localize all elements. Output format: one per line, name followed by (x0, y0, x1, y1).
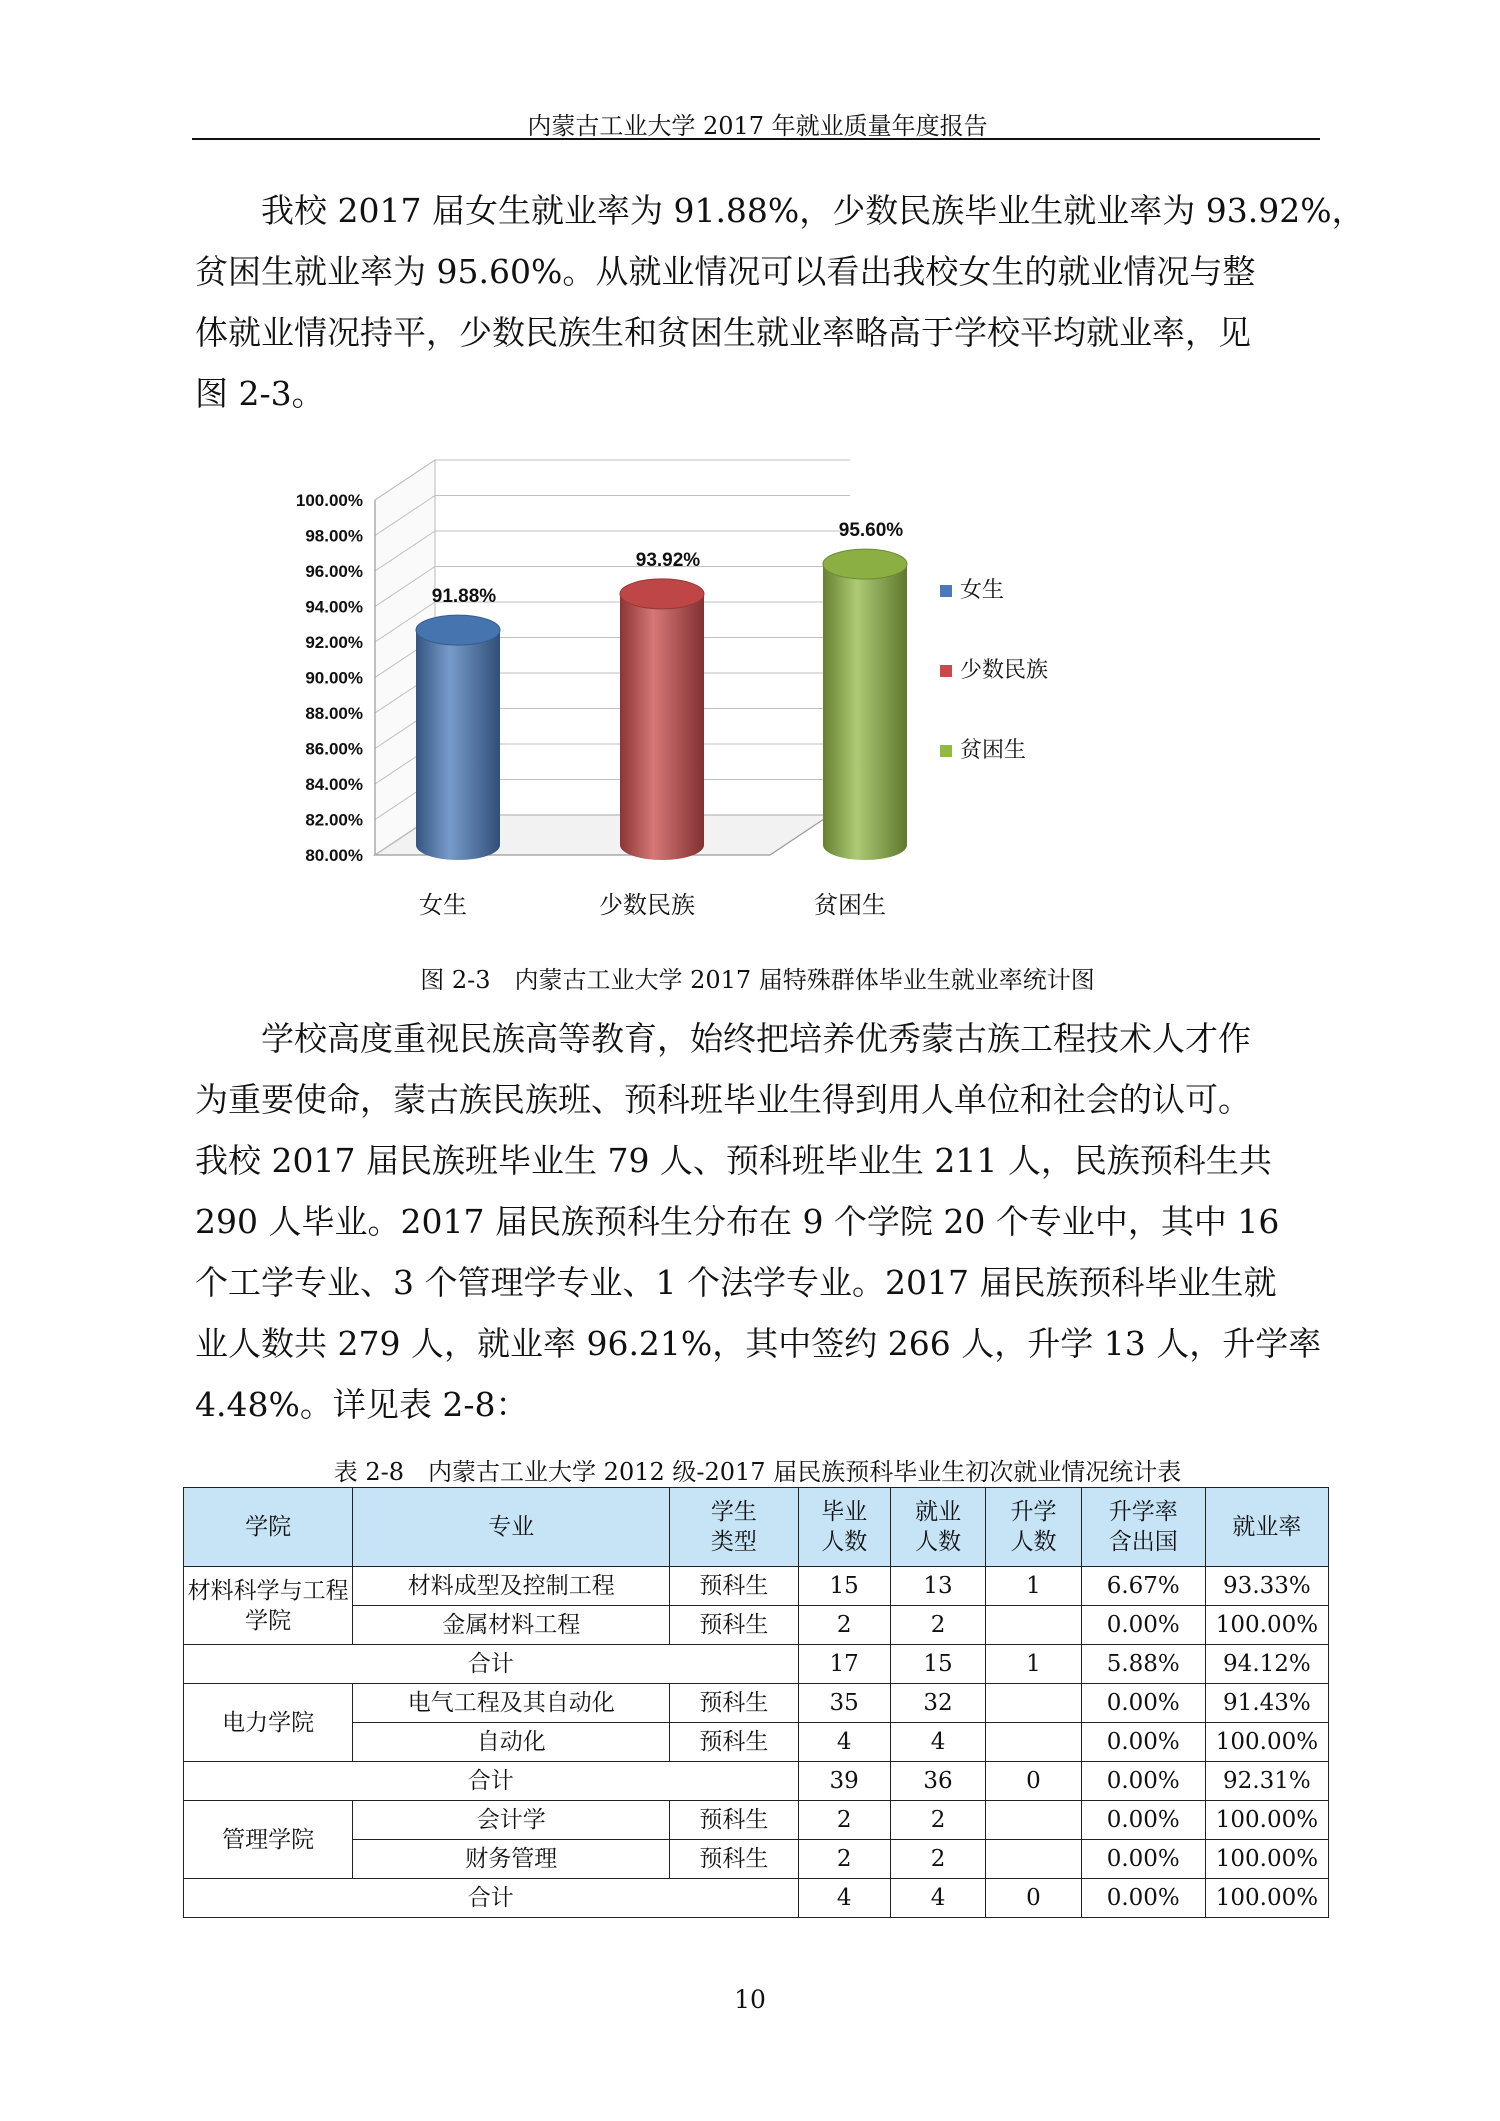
figure-caption: 图 2-3 内蒙古工业大学 2017 届特殊群体毕业生就业率统计图 (420, 966, 1095, 994)
employed-cell: 2 (890, 1801, 985, 1840)
college-cell: 材料科学与工程学院 (184, 1567, 353, 1645)
table-row (184, 1684, 1329, 1723)
table-row (184, 1606, 1329, 1645)
bar-top (416, 615, 500, 645)
further-rate-cell: 0.00% (1081, 1762, 1205, 1801)
legend-label: 少数民族 (960, 658, 1049, 683)
text-line: 我校 2017 届民族班毕业生 79 人、预科班毕业生 211 人，民族预科生共 (195, 1141, 1272, 1180)
graduates-cell: 4 (798, 1723, 890, 1762)
total-label-cell: 合计 (184, 1879, 799, 1918)
type-cell: 预科生 (670, 1840, 798, 1879)
major-cell: 财务管理 (353, 1840, 670, 1879)
employment-rate-cell: 91.43% (1205, 1684, 1328, 1723)
x-category-label: 少数民族 (599, 891, 695, 919)
running-header: 内蒙古工业大学 2017 年就业质量年度报告 (527, 112, 988, 140)
employment-rate-cell: 100.00% (1205, 1879, 1328, 1918)
major-cell: 电气工程及其自动化 (353, 1684, 670, 1723)
graduates-cell: 15 (798, 1567, 890, 1606)
type-cell: 预科生 (670, 1606, 798, 1645)
type-cell: 预科生 (670, 1723, 798, 1762)
employed-cell: 36 (890, 1762, 985, 1801)
type-cell: 预科生 (670, 1801, 798, 1840)
further-cell: 1 (986, 1645, 1081, 1684)
further-cell (986, 1684, 1081, 1723)
bar (823, 564, 907, 860)
graduates-cell: 35 (798, 1684, 890, 1723)
legend-swatch (940, 745, 952, 757)
header-major: 专业 (353, 1488, 670, 1567)
table-total-row (184, 1645, 1329, 1684)
employed-cell: 13 (890, 1567, 985, 1606)
graduates-cell: 17 (798, 1645, 890, 1684)
further-cell: 1 (986, 1567, 1081, 1606)
graduates-cell: 39 (798, 1762, 890, 1801)
further-cell: 0 (986, 1879, 1081, 1918)
text-line: 学校高度重视民族高等教育，始终把培养优秀蒙古族工程技术人才作 (261, 1019, 1251, 1058)
header-college: 学院 (184, 1488, 353, 1567)
y-tick-label: 94.00% (305, 597, 363, 617)
text-line: 4.48%。详见表 2-8： (195, 1385, 529, 1424)
employment-rate-cell: 94.12% (1205, 1645, 1328, 1684)
major-cell: 会计学 (353, 1801, 670, 1840)
legend-swatch (940, 585, 952, 597)
header-employment-rate: 就业率 (1205, 1488, 1328, 1567)
further-rate-cell: 0.00% (1081, 1606, 1205, 1645)
table-row (184, 1567, 1329, 1606)
further-rate-cell: 0.00% (1081, 1801, 1205, 1840)
graduates-cell: 2 (798, 1801, 890, 1840)
further-rate-cell: 6.67% (1081, 1567, 1205, 1606)
y-tick-label: 98.00% (305, 526, 363, 546)
bar-top (823, 549, 907, 579)
table-row (184, 1840, 1329, 1879)
college-cell: 电力学院 (184, 1684, 353, 1762)
text-line: 290 人毕业。2017 届民族预科生分布在 9 个学院 20 个专业中，其中 16 (195, 1202, 1280, 1241)
page-number: 10 (734, 1985, 766, 2014)
further-cell (986, 1606, 1081, 1645)
further-cell (986, 1801, 1081, 1840)
table-row (184, 1723, 1329, 1762)
data-label: 93.92% (635, 549, 701, 571)
college-cell: 管理学院 (184, 1801, 353, 1879)
paragraph-ethnic-preparatory (195, 1008, 1320, 1435)
text-line: 业人数共 279 人，就业率 96.21%，其中签约 266 人，升学 13 人，升学率 (195, 1324, 1322, 1363)
employed-cell: 2 (890, 1606, 985, 1645)
text-line: 为重要使命，蒙古族民族班、预科班毕业生得到用人单位和社会的认可。 (195, 1080, 1251, 1119)
employment-rate-cell: 100.00% (1205, 1801, 1328, 1840)
table-total-row (184, 1879, 1329, 1918)
data-label: 95.60% (838, 520, 904, 542)
x-category-label: 女生 (419, 891, 467, 919)
header-graduates: 毕业 人数 (798, 1488, 890, 1567)
major-cell: 金属材料工程 (353, 1606, 670, 1645)
graduates-cell: 4 (798, 1879, 890, 1918)
bar (416, 630, 500, 860)
text-line: 个工学专业、3 个管理学专业、1 个法学专业。2017 届民族预科毕业生就 (195, 1263, 1277, 1302)
employment-rate-cell: 93.33% (1205, 1567, 1328, 1606)
y-tick-label: 82.00% (305, 810, 363, 830)
header-rule (192, 138, 1320, 140)
further-cell (986, 1723, 1081, 1762)
legend-label: 女生 (960, 578, 1005, 603)
employed-cell: 2 (890, 1840, 985, 1879)
table-caption: 表 2-8 内蒙古工业大学 2012 级-2017 届民族预科毕业生初次就业情况统计表 (333, 1458, 1182, 1486)
graduates-cell: 2 (798, 1606, 890, 1645)
employment-statistics-table (183, 1487, 1329, 1918)
table-total-row (184, 1762, 1329, 1801)
y-tick-label: 88.00% (305, 704, 363, 723)
further-rate-cell: 5.88% (1081, 1645, 1205, 1684)
employment-rate-cell: 100.00% (1205, 1723, 1328, 1762)
further-rate-cell: 0.00% (1081, 1840, 1205, 1879)
text-line: 图 2-3。 (195, 374, 325, 413)
header-student-type: 学生 类型 (670, 1488, 798, 1567)
employment-rate-cell: 100.00% (1205, 1840, 1328, 1879)
further-rate-cell: 0.00% (1081, 1684, 1205, 1723)
total-label-cell: 合计 (184, 1762, 799, 1801)
data-label: 91.88% (431, 586, 497, 608)
text-line: 贫困生就业率为 95.60%。从就业情况可以看出我校女生的就业情况与整 (195, 252, 1256, 291)
y-tick-label: 84.00% (305, 775, 363, 794)
paragraph-special-groups (195, 180, 1365, 424)
y-tick-label: 86.00% (305, 739, 363, 759)
header-employed: 就业 人数 (890, 1488, 985, 1567)
employed-cell: 4 (890, 1723, 985, 1762)
header-further-study-rate: 升学率 含出国 (1081, 1488, 1205, 1567)
bar-top (620, 579, 704, 609)
graduates-cell: 2 (798, 1840, 890, 1879)
text-line: 我校 2017 届女生就业率为 91.88%，少数民族毕业生就业率为 93.92%， (261, 191, 1365, 230)
further-cell (986, 1840, 1081, 1879)
y-tick-label: 92.00% (305, 633, 363, 652)
y-tick-label: 80.00% (305, 846, 363, 865)
further-rate-cell: 0.00% (1081, 1879, 1205, 1918)
employed-cell: 4 (890, 1879, 985, 1918)
type-cell: 预科生 (670, 1684, 798, 1723)
y-tick-label: 100.00% (295, 491, 363, 510)
employment-rate-cell: 92.31% (1205, 1762, 1328, 1801)
bar (620, 594, 704, 860)
table-row (184, 1801, 1329, 1840)
employment-rate-chart (270, 440, 1130, 920)
further-cell: 0 (986, 1762, 1081, 1801)
table-header-row (184, 1488, 1329, 1567)
employed-cell: 15 (890, 1645, 985, 1684)
major-cell: 自动化 (353, 1723, 670, 1762)
total-label-cell: 合计 (184, 1645, 799, 1684)
legend-label: 贫困生 (960, 738, 1027, 763)
text-line: 体就业情况持平，少数民族生和贫困生就业率略高于学校平均就业率，见 (195, 313, 1251, 352)
x-category-label: 贫困生 (814, 891, 886, 919)
y-tick-label: 90.00% (305, 668, 363, 688)
legend-swatch (940, 665, 952, 677)
further-rate-cell: 0.00% (1081, 1723, 1205, 1762)
employed-cell: 32 (890, 1684, 985, 1723)
y-tick-label: 96.00% (305, 562, 363, 581)
employment-rate-cell: 100.00% (1205, 1606, 1328, 1645)
major-cell: 材料成型及控制工程 (353, 1567, 670, 1606)
type-cell: 预科生 (670, 1567, 798, 1606)
header-further-study: 升学 人数 (986, 1488, 1081, 1567)
